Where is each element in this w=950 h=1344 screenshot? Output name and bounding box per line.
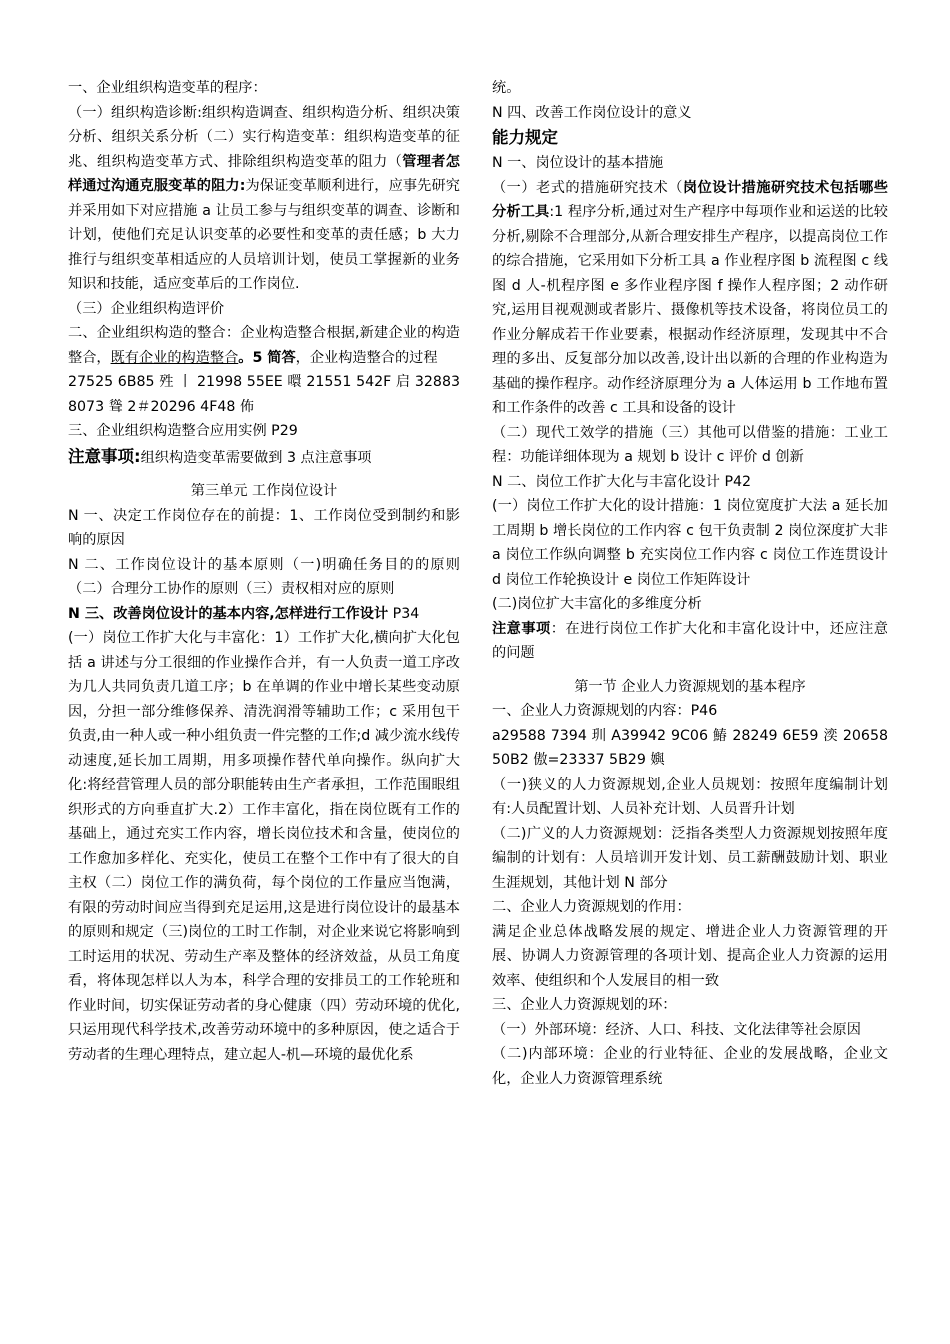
paragraph: (一）岗位工作扩大化与丰富化：1）工作扩大化,横向扩大化包括 a 讲述与分工很细的作业操作合并，有一人负责一道工序改为几人共同负责几道工序；b 在单调的作业中增长某些变动原因，分担一部分维修保养、清洗润滑等辅助工作；c 采用包干负责,由一种人或一种小组负责一件完整的工作;d 减少流水线传动速度,延长加工周期，用多项操作替代单向操作。纵向扩大化:将经营管理人员的部分职能转由生产者承担，工作范围眼组织形式的方向垂直扩大.2）工作丰富化，指在岗位既有工作的基础上，通过充实工作内容，增长岗位技术和含量，使岗位的工作愈加多样化、充实化，使员工在整个工作中有了很大的自主权（二）岗位工作的满负荷，每个岗位的工作量应当饱满，有限的劳动时间应当得到充足运用,这是进行岗位设计的最基本的原则和规定（三)岗位的工时工作制，对企业来说它将影响到工时运用的状况、劳动生产率及整体的经济效益，从员工角度看，将体现怎样以人为本，科学合理的安排员工的工作轮班和作业时间，切实保证劳动者的身心健康（四）劳动环境的优化,只运用现代科学技术,改善劳动环境中的多种原因，使之适合于劳动者的生理心理特点，建立起人-机—环境的最优化系	[68, 630, 460, 1063]
section-title: 第一节 企业人力资源规划的基本程序	[574, 678, 806, 695]
paragraph: (一）岗位工作扩大化的设计措施：1 岗位宽度扩大法 a 延长加工周期 b 增长岗位的工作内容 c 包干负责制 2 岗位深度扩大非 a 岗位工作纵向调整 b 充实岗位工作内容 c 岗位工作连贯设计 d 岗位工作轮换设计 e 岗位工作矩阵设计	[492, 498, 888, 588]
text-run: 为保证变革顺利进行，应事先研究并采用如下对应措施 a 让员工参与与组织变革的调查、诊断和计划，使他们充足认识变革的必要性和变革的责任感；b 大力推行与组织变革相适应的人员培训计划，使员工掌握新的业务知识和技能，适应变革后的工作岗位.	[68, 178, 460, 292]
paragraph: N 二、岗位工作扩大化与丰富化设计 P42	[492, 473, 752, 490]
bold-question: 岗位设计措施研究技术包括哪些分析工具	[492, 179, 888, 220]
paragraph	[68, 101, 460, 297]
paragraph	[68, 602, 460, 627]
text-run: :1 程序分析,通过对生产程序中每项作业和运送的比较分析,剔除不合理部分,从新合理安排生产程序，以提高岗位工作的综合措施，它采用如下分析工具 a 作业程序图 b 流程图 c 线图 d 人-机程序图 e 多作业程序图 f 操作人程序图；2 动作研究,运用目视观测或者影片、摄像机等技术设备，将岗位员工的作业分解成若干作业要素，根据动作经济原理，发现其中不合理的多出、反复部分加以改善,设计出以新的合理的作业构造为基础的操作程序。动作经济原理分为 a 人体运用 b 工作地布置和工作条件的改善 c 工具和设备的设计	[492, 204, 888, 416]
paragraph: 一、企业人力资源规划的内容：P46	[492, 703, 718, 719]
text-run: 组织构造变革需要做到 3 点注意事项	[140, 449, 372, 466]
paragraph: N 四、改善工作岗位设计的意义	[492, 104, 692, 121]
paragraph	[68, 321, 460, 370]
note-label: 注意事项:	[68, 446, 141, 466]
section-heading: 一、企业组织构造变革的程序：	[68, 80, 267, 96]
note-label: 注意事项	[492, 620, 551, 637]
paragraph: 二、企业人力资源规划的作用：	[492, 899, 691, 915]
text-run: ，企业构造整合的过程	[295, 349, 438, 366]
paragraph: 满足企业总体战略发展的规定、增进企业人力资源管理的开展、协调人力资源管理的各项计划、提高企业人力资源的运用效率、使组织和个人发展目的相一致	[492, 923, 888, 989]
paragraph: (二)岗位扩大丰富化的多维度分析	[492, 596, 702, 612]
paragraph: （一）外部环境：经济、人口、科技、文化法律等社会原因	[492, 1021, 861, 1038]
paragraph: （二）现代工效学的措施（三）其他可以借鉴的措施：工业工程：功能详细体现为 a 规划 b 设计 c 评价 d 创新	[492, 424, 888, 465]
text-run: ：在进行岗位工作扩大化和丰富化设计中，还应注意的问题	[492, 620, 888, 661]
paragraph: 统。	[492, 80, 521, 96]
text-run: （一）老式的措施研究技术（	[492, 179, 683, 196]
text-run: 二、企业组织构造的整合：企业构造整合根据,新建企业的构造整合，	[68, 325, 460, 366]
paragraph: N 二、工作岗位设计的基本原则（一)明确任务目的的原则（二）合理分工协作的原则（三）责权相对应的原则	[68, 556, 460, 597]
right-column	[492, 76, 888, 1091]
text-run: （一）组织构造诊断:组织构造调查、组织构造分析、组织决策分析、组织关系分析（二）实行构造变革：组织构造变革的征兆、组织构造变革方式、排除组织构造变革的阻力（	[68, 104, 460, 170]
bold-question: N 三、改善岗位设计的基本内容,怎样进行工作设计	[68, 605, 389, 622]
left-column	[68, 76, 460, 1067]
paragraph: 三、企业组织构造整合应用实例 P29	[68, 423, 298, 439]
paragraph: （三）企业组织构造评价	[68, 300, 225, 317]
paragraph	[492, 176, 888, 421]
bold-question: 管理者怎样通过沟通克服变革的阻力:	[68, 153, 460, 194]
paragraph: N 一、决定工作岗位存在的前提：1、工作岗位受到制约和影响的原因	[68, 507, 460, 548]
unit-title: 第三单元 工作岗位设计	[190, 483, 338, 499]
section-heading: 能力规定	[492, 128, 558, 147]
code-line: a29588 7394 玔 A39942 9C06 鰆 28249 6E59 湙 20658 50B2 傲=23337 5B29 嬩	[492, 727, 888, 768]
text-run: P34	[388, 605, 420, 622]
paragraph: （二)广义的人力资源规划：泛指各类型人力资源规划按照年度编制的计划有：人员培训开发计划、员工薪酬鼓励计划、职业生涯规划，其他计划 N 部分	[492, 825, 888, 891]
paragraph: （一)狭义的人力资源规划,企业人员规划：按照年度编制计划有:人员配置计划、人员补充计划、人员晋升计划	[492, 776, 888, 817]
paragraph: 三、企业人力资源规划的环：	[492, 997, 677, 1013]
underlined-text: 既有企业的构造整合	[110, 349, 239, 366]
bold-text: 。5 简答	[238, 349, 296, 366]
note-paragraph	[68, 444, 460, 471]
code-line: 27525 6B85 殅 丨 21998 55EE 噮 21551 542F 启 32883 8073 聳 2＃20296 4F48 佈	[68, 374, 460, 415]
paragraph: （二)内部环境：企业的行业特征、企业的发展战略，企业文化，企业人力资源管理系统	[492, 1046, 888, 1087]
note-paragraph	[492, 617, 888, 666]
paragraph: N 一、岗位设计的基本措施	[492, 155, 664, 171]
